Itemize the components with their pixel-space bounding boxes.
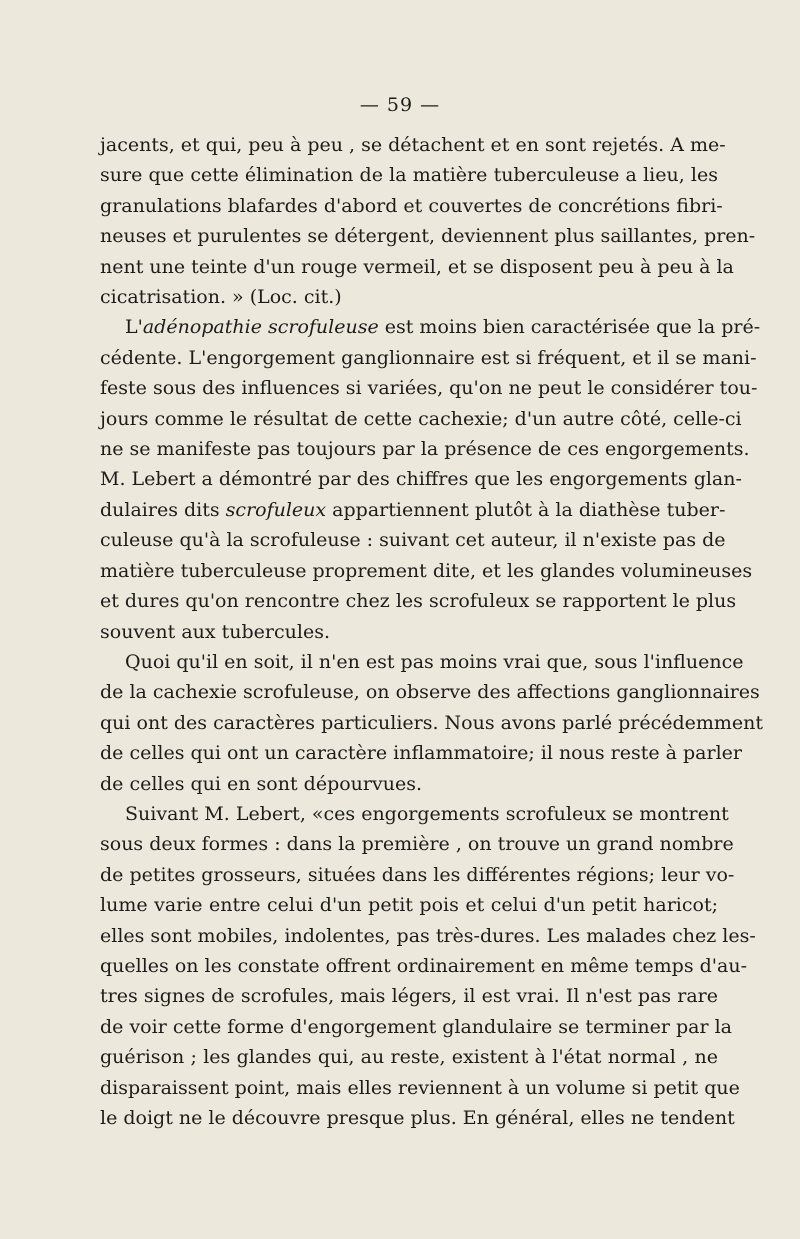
text-line: tres signes de scrofules, mais légers, il est vrai. Il n'est pas rare bbox=[100, 985, 718, 1008]
paragraph-4 bbox=[100, 799, 756, 1133]
italic-term: adénopathie scrofuleuse bbox=[142, 316, 379, 339]
text-line: de petites grosseurs, situées dans les différentes régions; leur vo- bbox=[100, 863, 735, 886]
text-line: nent une teinte d'un rouge vermeil, et se disposent peu à peu à la bbox=[100, 255, 734, 278]
lead-rest: est moins bien caractérisée que la pré- bbox=[378, 316, 761, 339]
text-line: sure que cette élimination de la matière tuberculeuse a lieu, les bbox=[100, 164, 718, 187]
page-number: — 59 — bbox=[359, 94, 441, 116]
text-line: Quoi qu'il en soit, il n'en est pas moins vrai que, sous l'influence bbox=[125, 650, 744, 673]
text-line: lume varie entre celui d'un petit pois et celui d'un petit haricot; bbox=[100, 894, 718, 917]
text-line: guérison ; les glandes qui, au reste, existent à l'état normal , ne bbox=[100, 1046, 718, 1069]
text-line: neuses et purulentes se détergent, deviennent plus saillantes, pren- bbox=[100, 225, 756, 248]
paragraph-3 bbox=[100, 647, 764, 799]
text-line: matière tuberculeuse proprement dite, et les glandes volumineuses bbox=[100, 559, 753, 582]
text-line: souvent aux tubercules. bbox=[100, 620, 330, 643]
text-line: et dures qu'on rencontre chez les scrofuleux se rapportent le plus bbox=[100, 590, 737, 613]
text-line: de celles qui ont un caractère inflammatoire; il nous reste à parler bbox=[100, 742, 742, 765]
paragraph-1 bbox=[100, 130, 756, 312]
text-line: granulations blafardes d'abord et couvertes de concrétions fibri- bbox=[100, 194, 723, 217]
mixed-after: appartiennent plutôt à la diathèse tuber- bbox=[326, 498, 726, 521]
mixed-before: dulaires dits bbox=[100, 498, 226, 521]
italic-term: scrofuleux bbox=[225, 498, 327, 521]
body-text bbox=[100, 130, 764, 1133]
text-line: le doigt ne le découvre presque plus. En général, elles ne tendent bbox=[100, 1107, 735, 1129]
text-line: disparaissent point, mais elles reviennent à un volume si petit que bbox=[100, 1076, 740, 1099]
text-line: culeuse qu'à la scrofuleuse : suivant cet auteur, il n'existe pas de bbox=[100, 529, 726, 552]
text-line bbox=[100, 312, 761, 342]
text-line: ne se manifeste pas toujours par la présence de ces engorgements. bbox=[100, 438, 750, 461]
lead-plain: L' bbox=[125, 316, 143, 339]
text-line: de celles qui en sont dépourvues. bbox=[100, 772, 422, 795]
text-line: M. Lebert a démontré par des chiffres que les engorgements glan- bbox=[100, 468, 742, 491]
text-line: elles sont mobiles, indolentes, pas très-dures. Les malades chez les- bbox=[100, 924, 756, 947]
text-line: Suivant M. Lebert, «ces engorgements scrofuleux se montrent bbox=[125, 802, 729, 825]
text-line: sous deux formes : dans la première , on trouve un grand nombre bbox=[100, 833, 734, 856]
paragraph-2 bbox=[100, 312, 761, 646]
text-line: jours comme le résultat de cette cachexie; d'un autre côté, celle-ci bbox=[100, 407, 742, 430]
text-line bbox=[100, 495, 726, 525]
text-line: feste sous des influences si variées, qu'on ne peut le considérer tou- bbox=[100, 377, 758, 400]
text-line: de voir cette forme d'engorgement glandulaire se terminer par la bbox=[100, 1015, 733, 1038]
text-line: cédente. L'engorgement ganglionnaire est si fréquent, et il se mani- bbox=[100, 346, 757, 369]
text-line: jacents, et qui, peu à peu , se détachent et en sont rejetés. A me- bbox=[100, 134, 726, 156]
text-line: quelles on les constate offrent ordinairement en même temps d'au- bbox=[100, 954, 747, 977]
text-line: qui ont des caractères particuliers. Nous avons parlé précédemment bbox=[100, 711, 764, 734]
text-line: cicatrisation. » (Loc. cit.) bbox=[100, 286, 342, 309]
text-line: de la cachexie scrofuleuse, on observe des affections ganglionnaires bbox=[100, 681, 760, 704]
